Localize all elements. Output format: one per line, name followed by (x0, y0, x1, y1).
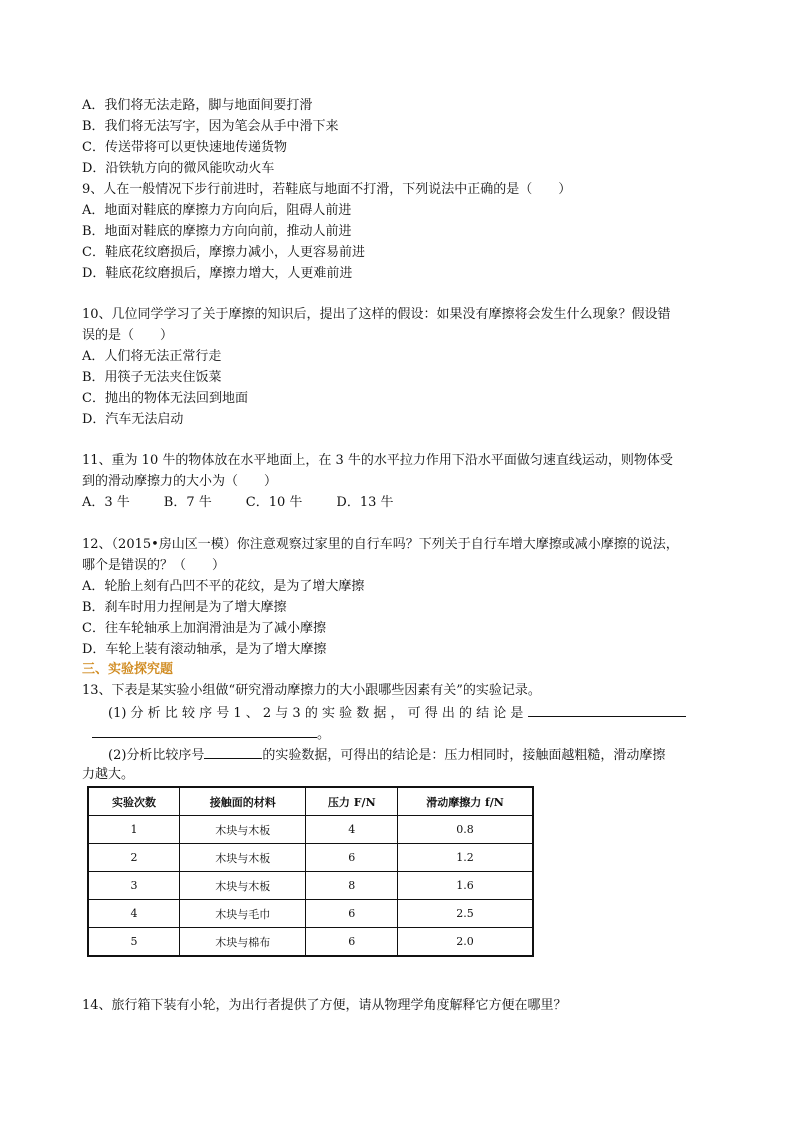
q14-stem: 14、旅行箱下装有小轮，为出行者提供了方便，请从物理学角度解释它方便在哪里？ (82, 998, 567, 1013)
table-cell: 5 (88, 928, 180, 957)
q10-stem-line2: 误的是（ ） (82, 328, 174, 343)
q11-option-d: D．13 牛 (336, 495, 394, 510)
table-cell: 1.2 (398, 844, 533, 872)
table-cell: 木块与毛巾 (180, 900, 306, 928)
q11-stem-line1: 11、重为 10 牛的物体放在水平地面上，在 3 牛的水平拉力作用下沿水平面做匀速直线运动，则物体受 (82, 453, 673, 468)
q10-option-c: C．抛出的物体无法回到地面 (82, 391, 248, 406)
table-cell: 1 (88, 816, 180, 844)
q13-part2-cont: 力越大。 (82, 767, 135, 782)
q9-option-c: C．鞋底花纹磨损后，摩擦力减小，人更容易前进 (82, 245, 365, 260)
q12-stem-line2: 哪个是错误的？（ ） (82, 558, 226, 573)
table-cell: 2 (88, 844, 180, 872)
section-3-title: 三、实验探究题 (82, 662, 174, 677)
q8-option-b: B．我们将无法写字，因为笔会从手中滑下来 (82, 119, 339, 134)
table-cell: 木块与棉布 (180, 928, 306, 957)
q13-part1-blank-2[interactable] (92, 724, 317, 738)
q13-part2-a: (2)分析比较序号 (108, 748, 205, 763)
table-cell: 4 (88, 900, 180, 928)
table-cell: 4 (306, 816, 398, 844)
table-header-row (88, 787, 533, 816)
q13-part2 (108, 745, 665, 765)
table-cell: 0.8 (398, 816, 533, 844)
q12-option-b: B．刹车时用力捏闸是为了增大摩擦 (82, 600, 287, 615)
q9-option-d: D．鞋底花纹磨损后，摩擦力增大，人更难前进 (82, 266, 353, 281)
q11-options (82, 494, 428, 512)
q11-option-a: A．3 牛 (82, 495, 130, 510)
q10-option-d: D．汽车无法启动 (82, 412, 184, 427)
table-cell: 1.6 (398, 872, 533, 900)
q10-stem-line1: 10、几位同学学习了关于摩擦的知识后，提出了这样的假设：如果没有摩擦将会发生什么现象？假设错 (82, 307, 671, 322)
table-row (88, 900, 533, 928)
q11-option-c: C．10 牛 (245, 495, 303, 510)
table-cell: 6 (306, 900, 398, 928)
table-cell: 木块与木板 (180, 816, 306, 844)
table-cell: 6 (306, 928, 398, 957)
q8-option-c: C．传送带将可以更快速地传递货物 (82, 140, 287, 155)
q11-option-b: B．7 牛 (163, 495, 212, 510)
experiment-table (87, 786, 534, 957)
table-cell: 8 (306, 872, 398, 900)
q13-part1-blank-1[interactable] (528, 703, 686, 717)
table-header: 实验次数 (88, 787, 180, 816)
q13-part1-text: (1) 分 析 比 较 序 号 1 、 2 与 3 的 实 验 数 据 ， 可 得 出 的 结 论 是 (108, 706, 524, 721)
table-row (88, 872, 533, 900)
table-row (88, 844, 533, 872)
q9-option-a: A．地面对鞋底的摩擦力方向向后，阻碍人前进 (82, 203, 352, 218)
q13-part1-end: 。 (317, 727, 331, 742)
q9-stem: 9、人在一般情况下步行前进时，若鞋底与地面不打滑，下列说法中正确的是（ ） (82, 182, 572, 197)
q13-part2-blank[interactable] (204, 745, 262, 759)
table-cell: 木块与木板 (180, 844, 306, 872)
table-row (88, 928, 533, 957)
q8-option-a: A．我们将无法走路，脚与地面间要打滑 (82, 98, 313, 113)
q13-part1 (108, 703, 686, 723)
q9-option-b: B．地面对鞋底的摩擦力方向向前，推动人前进 (82, 224, 352, 239)
q13-stem: 13、下表是某实验小组做“研究滑动摩擦力的大小跟哪些因素有关”的实验记录。 (82, 683, 541, 698)
table-cell: 3 (88, 872, 180, 900)
table-cell: 2.5 (398, 900, 533, 928)
table-cell: 6 (306, 844, 398, 872)
q11-stem-line2: 到的滑动摩擦力的大小为（ ） (82, 474, 278, 489)
q10-option-b: B．用筷子无法夹住饭菜 (82, 370, 222, 385)
q10-option-a: A．人们将无法正常行走 (82, 349, 222, 364)
table-header: 滑动摩擦力 f/N (398, 787, 533, 816)
table-header: 接触面的材料 (180, 787, 306, 816)
table-cell: 木块与木板 (180, 872, 306, 900)
q12-option-d: D．车轮上装有滚动轴承，是为了增大摩擦 (82, 642, 327, 657)
table-row (88, 816, 533, 844)
table-cell: 2.0 (398, 928, 533, 957)
q12-stem-line1: 12、（2015•房山区一模）你注意观察过家里的自行车吗？下列关于自行车增大摩擦或减小摩擦的说法， (82, 537, 679, 552)
q13-part2-b: 的实验数据，可得出的结论是：压力相同时，接触面越粗糙，滑动摩擦 (262, 748, 666, 763)
q12-option-a: A．轮胎上刻有凸凹不平的花纹，是为了增大摩擦 (82, 579, 365, 594)
q12-option-c: C．往车轮轴承上加润滑油是为了减小摩擦 (82, 621, 326, 636)
table-header: 压力 F/N (306, 787, 398, 816)
q8-option-d: D．沿铁轨方向的微风能吹动火车 (82, 161, 275, 176)
q13-part1-cont (82, 724, 330, 744)
